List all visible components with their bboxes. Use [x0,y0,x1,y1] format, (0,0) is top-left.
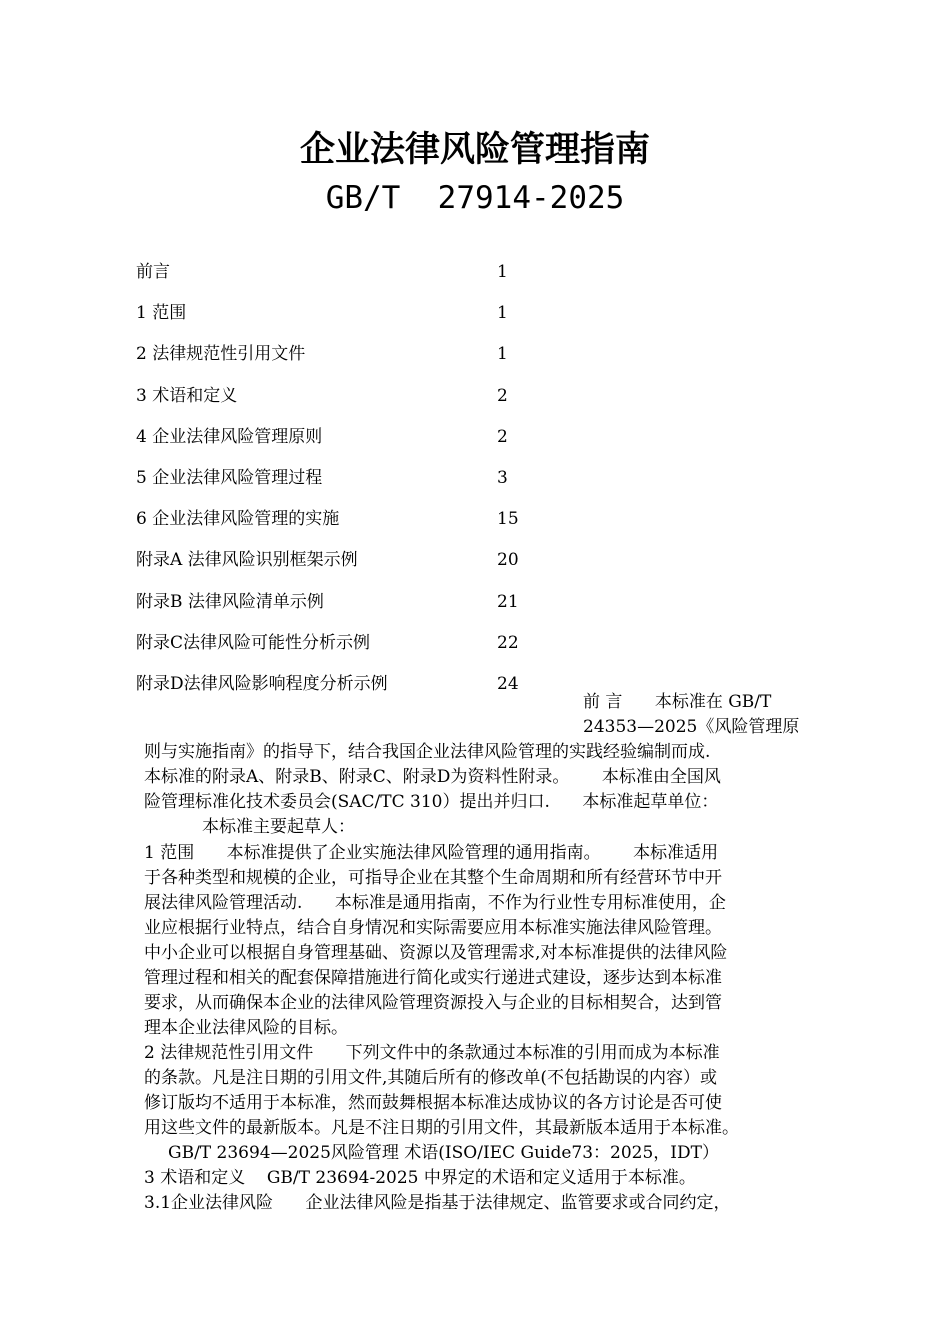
toc-label: 5 企业法律风险管理过程 [136,467,323,488]
body-line: 的条款。凡是注日期的引用文件,其随后所有的修改单(不包括勘误的内容）或 [144,1068,718,1088]
body-line: 展法律风险管理活动. 本标准是通用指南，不作为行业性专用标准使用，企 [144,893,726,913]
toc-page-number: 1 [497,344,508,365]
body-line: 本标准主要起草人： [202,817,355,837]
toc-label: 附录A 法律风险识别框架示例 [136,550,358,571]
toc-label: 6 企业法律风险管理的实施 [136,509,340,530]
body-line: 管理过程和相关的配套保障措施进行简化或实行递进式建设，逐步达到本标准 [144,968,722,988]
toc-label: 1 范围 [136,303,187,324]
body-line: 险管理标准化技术委员会(SAC/TC 310）提出并归口. 本标准起草单位： [144,792,719,812]
toc-label: 2 法律规范性引用文件 [136,344,306,365]
toc-page-number: 1 [497,303,508,324]
toc-page-number: 1 [497,262,508,282]
toc-label: 4 企业法律风险管理原则 [136,426,323,447]
toc-entry[interactable] [136,590,556,631]
body-line: 本标准的附录A、附录B、附录C、附录D为资料性附录。 本标准由全国风 [144,767,721,787]
toc-label: 前言 [136,262,170,282]
standard-code: GB/T 27914-2025 [325,180,625,216]
toc-page-number: 2 [497,426,508,447]
body-line: 于各种类型和规模的企业，可指导企业在其整个生命周期和所有经营环节中开 [144,868,722,888]
body-line: 3 术语和定义 GB/T 23694-2025 中界定的术语和定义适用于本标准。 [144,1168,696,1188]
body-line: 理本企业法律风险的目标。 [144,1018,348,1038]
toc-page-number: 22 [497,632,519,653]
toc-entry[interactable] [136,301,556,342]
toc-page-number: 15 [497,509,519,530]
body-line: 3.1企业法律风险 企业法律风险是指基于法律规定、监管要求或合同约定， [144,1193,731,1213]
toc-label: 附录B 法律风险清单示例 [136,591,324,612]
toc-entry[interactable] [136,384,556,425]
toc-entry[interactable] [136,507,556,548]
body-line: 则与实施指南》的指导下，结合我国企业法律风险管理的实践经验编制而成. [144,742,711,762]
body-line: 要求，从而确保本企业的法律风险管理资源投入与企业的目标相契合，达到管 [144,993,722,1013]
body-line: 修订版均不适用于本标准，然而鼓舞根据本标准达成协议的各方讨论是否可使 [144,1093,722,1113]
body-line: 用这些文件的最新版本。凡是不注日期的引用文件，其最新版本适用于本标准。 [144,1118,739,1138]
document-title: 企业法律风险管理指南 [299,130,650,170]
toc-entry[interactable] [136,425,556,466]
body-line: 24353—2025《风险管理原 [583,717,800,737]
toc-entry[interactable] [136,548,556,589]
toc-entry[interactable] [136,631,556,672]
toc-page-number: 2 [497,385,508,406]
body-line: GB/T 23694—2025风险管理 术语(ISO/IEC Guide73：2025，IDT） [168,1143,719,1163]
toc-page-number: 24 [497,673,519,694]
toc-label: 3 术语和定义 [136,385,238,406]
toc-page-number: 21 [497,591,519,612]
table-of-contents [136,260,556,713]
toc-label: 附录D法律风险影响程度分析示例 [136,673,388,694]
toc-entry[interactable] [136,672,556,713]
toc-entry[interactable] [136,260,556,301]
toc-page-number: 3 [497,467,508,488]
toc-entry[interactable] [136,466,556,507]
toc-page-number: 20 [497,550,519,571]
body-line: 业应根据行业特点，结合自身情况和实际需要应用本标准实施法律风险管理。 [144,918,722,938]
body-line: 中小企业可以根据自身管理基础、资源以及管理需求,对本标准提供的法律风险 [144,943,728,963]
body-line: 2 法律规范性引用文件 下列文件中的条款通过本标准的引用而成为本标准 [144,1043,720,1063]
body-line: 1 范围 本标准提供了企业实施法律风险管理的通用指南。 本标准适用 [144,843,719,863]
toc-label: 附录C法律风险可能性分析示例 [136,632,371,653]
toc-entry[interactable] [136,342,556,383]
body-line: 前 言 本标准在 GB/T [583,692,772,712]
